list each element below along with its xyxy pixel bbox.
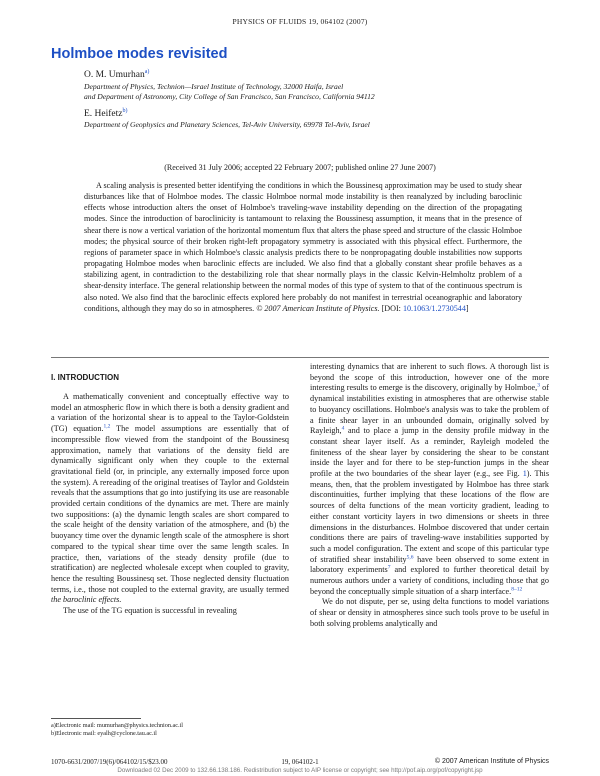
- abstract: A scaling analysis is presented better identifying the conditions in which the Boussinesq approximation may be used to study shear disturbances like that of Holmboe modes. The classic Holmboe normal mode instability is then reanalyzed by including baroclinic effects whose introduction alters the onset of Holmboe's traveling-wave instability depending on the direction of the propagating modes. Since the introduction of baroclinicity is tantamount to relaxing the Boussinesq assumption, it means that in the presence of shear there is now a vertical variation of the horizontal momentum flux that alters the phase speed and structure of the classic Holmboe modes; the physical source of their broken right-left propagatory symmetry is associated with this physical effect. Furthermore, the regions of parameter space in which Holmboe's classic analysis predicts there to be nonpropagating double instabilities now supports propagating Holmboe modes when baroclinic effects are included. We also find that a globally constant shear profile behaves as a stabilizing agent, in contradiction to the destabilizing role that shear normally plays in the classic Kelvin-Helmholtz problem of a shear-density interface. The general relationship between the normal modes of this type of system to that of the continuous spectrum is also noted. We also find that the baroclinic effects explored here probably do not manifest in terrestrial oceanographic and laboratory conditions, although they may do so in atmospheres. © 2007 American Institute of Physics. [DOI: 10.1063/1.2730544]: [84, 181, 522, 313]
- citation-link[interactable]: 3: [537, 382, 540, 389]
- author-umurhan: O. M. Umurhan$^{a)}$: [84, 69, 150, 81]
- footnote-b: b)Electronic mail: eyalh@cyclone.tau.ac.il: [51, 730, 157, 737]
- right-column: [310, 362, 549, 630]
- affiliation-heifetz: Department of Geophysics and Planetary Sciences, Tel-Aviv University, 69978 Tel-Aviv, Israel: [84, 120, 370, 129]
- author-heifetz: E. Heifetz$^{b)}$: [84, 108, 128, 120]
- citation-link[interactable]: 4: [341, 425, 345, 432]
- figure-link[interactable]: 1: [522, 469, 527, 479]
- footer-copyright: © 2007 American Institute of Physics: [434, 758, 549, 765]
- citation-link[interactable]: 8–12: [511, 586, 523, 593]
- left-column: [51, 392, 289, 617]
- affiliation-umurhan-2: and Department of Astronomy, City College of San Francisco, San Francisco, California 94112: [84, 92, 375, 101]
- footer-issn: 1070-6631/2007/19(6)/064102/15/$23.00: [51, 758, 168, 766]
- footnote-rule: [51, 718, 141, 719]
- footnote-a: a)Electronic mail: mumurhan@physics.technion.ac.il: [51, 722, 183, 729]
- doi-link[interactable]: 10.1063/1.2730544: [402, 303, 466, 313]
- citation-link[interactable]: 5,6: [406, 553, 414, 560]
- author-mark-a: a): [144, 69, 150, 75]
- abstract-copyright: © 2007 American Institute of Physics.: [256, 303, 380, 313]
- received-dates: (Received 31 July 2006; accepted 22 February 2007; published online 27 June 2007): [164, 163, 436, 172]
- right-paragraph-2: We do not dispute, per se, using delta functions to model variations of shear or density in atmospheres since such tools prove to be useful in both solving problems analytically and: [310, 597, 549, 628]
- download-notice: Downloaded 02 Dec 2009 to 132.66.138.186. Redistribution subject to AIP license or copyright; see http://pof.aip.org/pof/copyright.jsp: [117, 767, 483, 774]
- author-mark-b: b): [122, 108, 128, 114]
- running-head: PHYSICS OF FLUIDS 19, 064102 (2007): [232, 17, 368, 26]
- article-title: Holmboe modes revisited: [51, 46, 228, 62]
- footer-page-id: 19, 064102-1: [281, 758, 319, 766]
- left-paragraph-1: A mathematically convenient and conceptually effective way to model an atmospheric flow in which there is both a density gradient and a variation of the horizontal shear is to appeal to the Taylor-Goldstein (TG) equation.$^{1,2}$ The model assumptions are essentially that of incompressible flow viewed from the standpoint of the Boussinesq approximation, namely that variations of the density field are dynamically significant only when they couple to the external gravitational field (or, in principle, any externally imposed force upon the system). A rereading of the original treatises of Taylor and Goldstein reveals that the assumptions that go into justifying its use are reasonable provided certain conditions of the dynamics are met. There are mainly two suppositions: (a) the dynamic length scales are short compared to the scale height of the density variation of the atmosphere, and (b) the buoyancy time over the dynamic length scale of the atmosphere is short compared to the typical shear time over the same length scales. In practice, then, variations of the steady density profile (due to stratification) are neglected wholesale except when coupled to gravity, hence the resulting Boussinesq set. Those neglected density fluctuation terms, i.e., those not coupled to the external gravity, are usually termed the baroclinic effects.: [51, 392, 290, 605]
- section-divider: [51, 357, 549, 358]
- affiliation-umurhan-1: Department of Physics, Technion—Israel Institute of Technology, 32000 Haifa, Israel: [84, 82, 344, 91]
- left-paragraph-2: The use of the TG equation is successful in revealing: [63, 606, 237, 616]
- right-paragraph-1: interesting dynamics that are inherent to such flows. A thorough list is beyond the scope of this introduction, however one of the more interesting results to emerge is the discovery, originally by Holmboe,$^3$ of dynamical instabilities existing in atmospheres that are otherwise stable to buoyancy oscillations. Holmboe's analysis was to take the problem of a finite shear layer in an unbounded domain, originally solved by Rayleigh,$^4$ and to place a jump in the density profile midway in the constant shear layer itself. As a reminder, Rayleigh modeled the finiteness of the shear layer by considering the shear to be constant inside the layer and for there to be step-function jumps in the shear profile at the two boundaries of the shear layer (e.g., see Fig. 1). This means, then, that the problem investigated by Holmboe has three stark discontinuities, further implying that these locations of the flow are sources of delta functions of the mean vorticity gradient, leading to either constant vorticity layers in two dimensions or sheets in three dimensions in the disturbances. Holmboe discovered that under certain conditions there are pairs of traveling-wave instabilities supported by such a model configuration. The extent and scope of this particular type of stratified shear instability$^{5,6}$ have been observed to some extent in laboratory experiments$^7$ and explored to further theoretical detail by numerous authors under a variety of conditions, including those that go beyond the conceptually simple situation of a sharp interface.$^{8-12}$: [310, 362, 550, 596]
- abstract-text: A scaling analysis is presented better identifying the conditions in which the Boussinesq approximation may be used to study shear disturbances like that of Holmboe modes. The classic Holmboe normal mode instability is then reanalyzed by including baroclinic effects whose introduction alters the onset of Holmboe's traveling-wave instability depending on the direction of the propagating modes. Since the introduction of baroclinicity is tantamount to relaxing the Boussinesq assumption, it means that in the presence of shear there is now a vertical variation of the horizontal momentum flux that alters the phase speed and structure of the classic Holmboe modes; the physical source of their broken right-left propagatory symmetry is associated with this physical effect. Furthermore, the regions of parameter space in which Holmboe's classic analysis predicts there to be nonpropagating double instabilities now supports propagating Holmboe modes when baroclinic effects are included. We also find that a globally constant shear profile behaves as a stabilizing agent, in contradiction to the destabilizing role that shear normally plays in the classic Kelvin-Helmholtz problem of a shear-density interface. The general relationship between the normal modes of this type of system to that of the continuous spectrum is also noted. We also find that the baroclinic effects explored here probably do not manifest in terrestrial oceanographic and laboratory conditions, although they may do so in atmospheres.: [84, 181, 522, 313]
- section-heading: I. INTRODUCTION: [51, 373, 119, 382]
- citation-link[interactable]: 7: [387, 564, 391, 571]
- citation-link[interactable]: 1,2: [103, 423, 111, 430]
